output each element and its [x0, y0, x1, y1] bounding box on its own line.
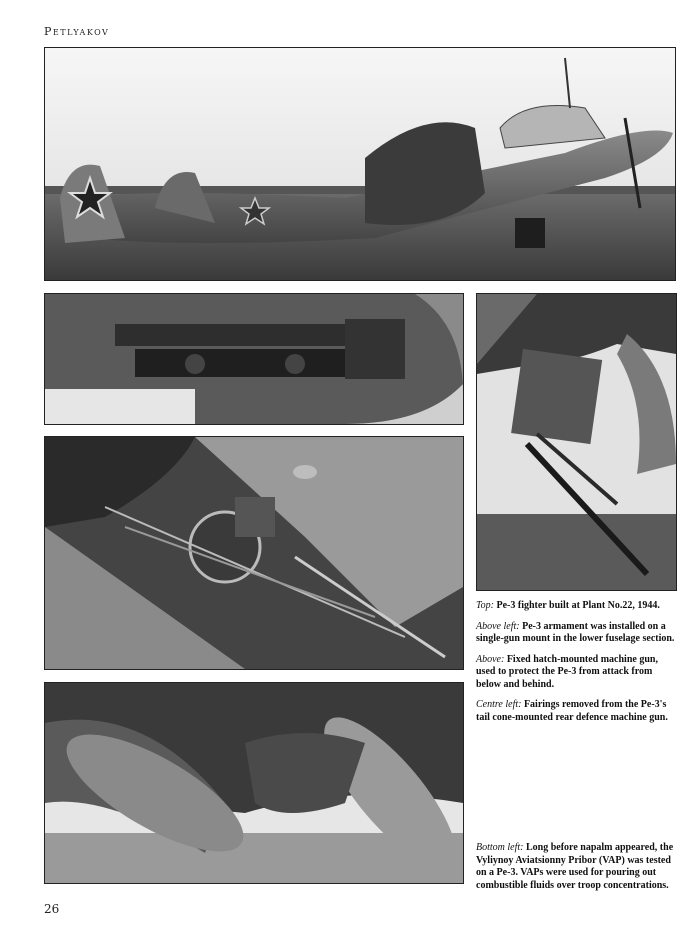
caption-above	[476, 654, 676, 692]
photo-above-hatch-gun	[476, 293, 677, 591]
caption-text: Fixed hatch-mounted machine gun, used to protect the Pe-3 from attack from below and behind.	[476, 653, 658, 690]
caption-top	[476, 600, 676, 613]
caption-column	[476, 600, 676, 732]
caption-text: Pe-3 fighter built at Plant No.22, 1944.	[496, 600, 660, 611]
caption-label: Top:	[476, 600, 494, 611]
photo-bottom-left-vap	[44, 682, 464, 884]
photo-top-aircraft	[44, 47, 676, 281]
caption-bottom-left	[476, 842, 676, 892]
caption-text: Fairings removed from the Pe-3's tail cone-mounted rear defence machine gun.	[476, 699, 668, 723]
caption-label: Above left:	[476, 620, 520, 632]
running-header: Petlyakov	[44, 25, 110, 38]
caption-label: Centre left:	[476, 699, 522, 710]
photo-centre-left-tail-gun	[44, 436, 464, 670]
caption-label: Bottom left:	[476, 842, 524, 853]
photo-above-left-armament	[44, 293, 464, 425]
page-number: 26	[44, 902, 60, 916]
caption-above-left	[476, 621, 676, 646]
caption-text: Pe-3 armament was installed on a single-gun mount in the lower fuselage section.	[476, 620, 675, 644]
caption-centre-left	[476, 699, 676, 724]
caption-text: Long before napalm appeared, the Vyliynoy Aviatsionny Pribor (VAP) was tested on a Pe-3. VAPs were used for pouring out combustible fluids over troop concentrations.	[476, 842, 674, 891]
caption-label: Above:	[476, 653, 505, 665]
